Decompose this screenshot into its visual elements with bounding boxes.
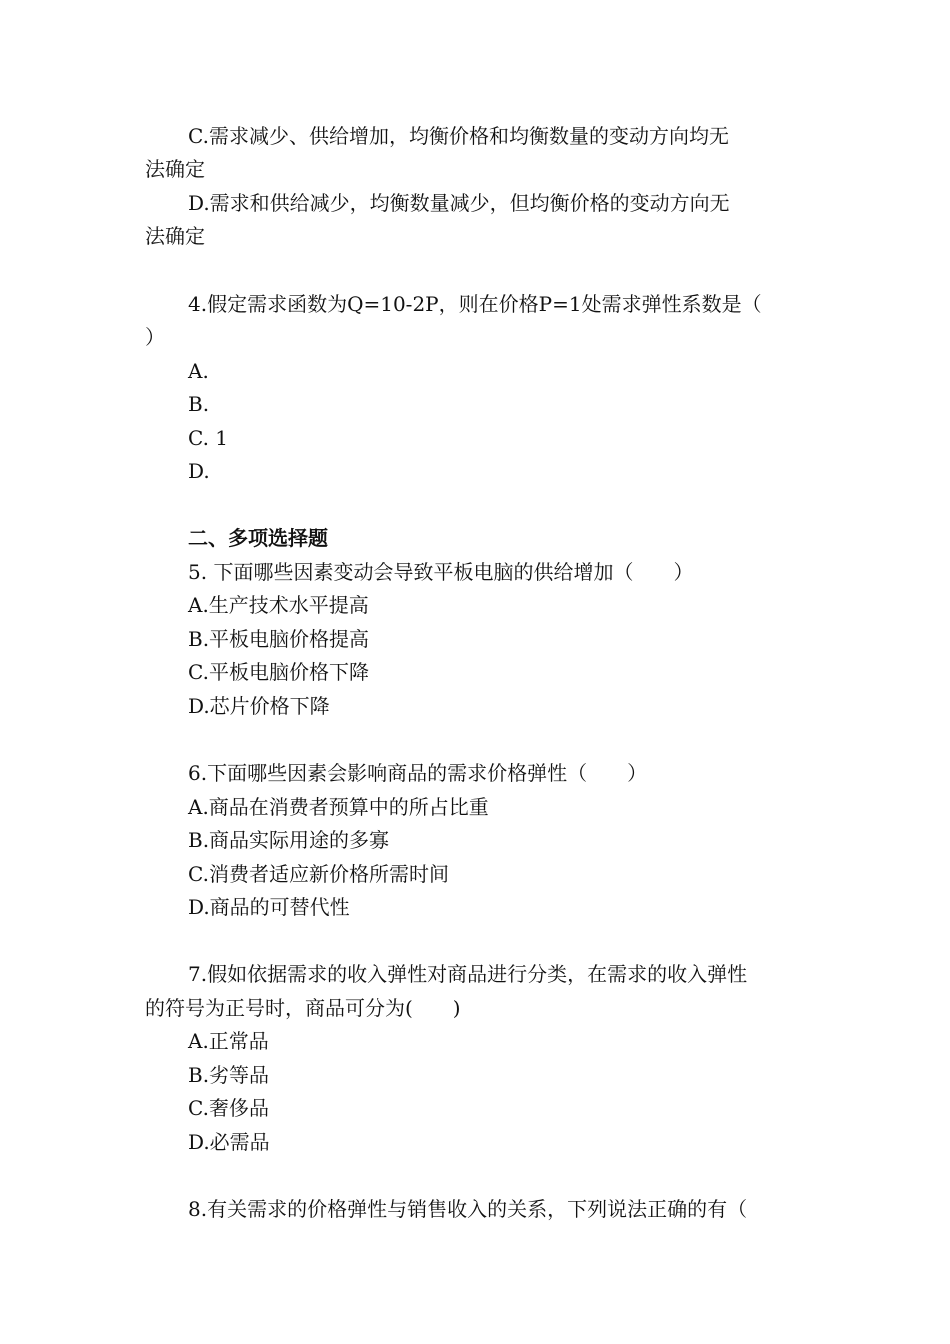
q5-option-d: D.芯片价格下降 [188, 694, 330, 718]
q4-option-b: B. [188, 392, 210, 416]
q6-option-a: A.商品在消费者预算中的所占比重 [188, 795, 489, 819]
q5-stem: 5. 下面哪些因素变动会导致平板电脑的供给增加（ ） [188, 560, 694, 584]
q7-option-d: D.必需品 [188, 1130, 270, 1154]
q5-option-a: A.生产技术水平提高 [188, 593, 369, 617]
q3-option-d-line2: 法确定 [145, 224, 205, 248]
q4-option-a: A. [188, 359, 209, 383]
q4-option-c: C. 1 [188, 426, 229, 450]
q7-stem-line2: 的符号为正号时，商品可分为( ) [145, 996, 461, 1020]
q8-stem-line1: 8.有关需求的价格弹性与销售收入的关系，下列说法正确的有（ [188, 1197, 748, 1221]
q3-option-d-line1: D.需求和供给减少，均衡数量减少，但均衡价格的变动方向无 [188, 191, 730, 215]
q4-stem-line1: 4.假定需求函数为Q=10-2P，则在价格P=1处需求弹性系数是（ [188, 292, 762, 316]
q5-option-c: C.平板电脑价格下降 [188, 660, 369, 684]
section-heading: 二、多项选择题 [188, 526, 328, 550]
q7-option-c: C.奢侈品 [188, 1096, 269, 1120]
q6-stem: 6.下面哪些因素会影响商品的需求价格弹性（ ） [188, 761, 648, 785]
q7-option-b: B.劣等品 [188, 1063, 270, 1087]
q6-option-b: B.商品实际用途的多寡 [188, 828, 390, 852]
q3-option-c-line2: 法确定 [145, 157, 205, 181]
q6-option-c: C.消费者适应新价格所需时间 [188, 862, 449, 886]
q7-option-a: A.正常品 [188, 1029, 269, 1053]
q3-option-c-line1: C.需求减少、供给增加，均衡价格和均衡数量的变动方向均无 [188, 124, 729, 148]
q4-option-d: D. [188, 459, 210, 483]
q7-stem-line1: 7.假如依据需求的收入弹性对商品进行分类，在需求的收入弹性 [188, 962, 748, 986]
q6-option-d: D.商品的可替代性 [188, 895, 350, 919]
q4-stem-line2: ） [145, 325, 165, 349]
q5-option-b: B.平板电脑价格提高 [188, 627, 370, 651]
